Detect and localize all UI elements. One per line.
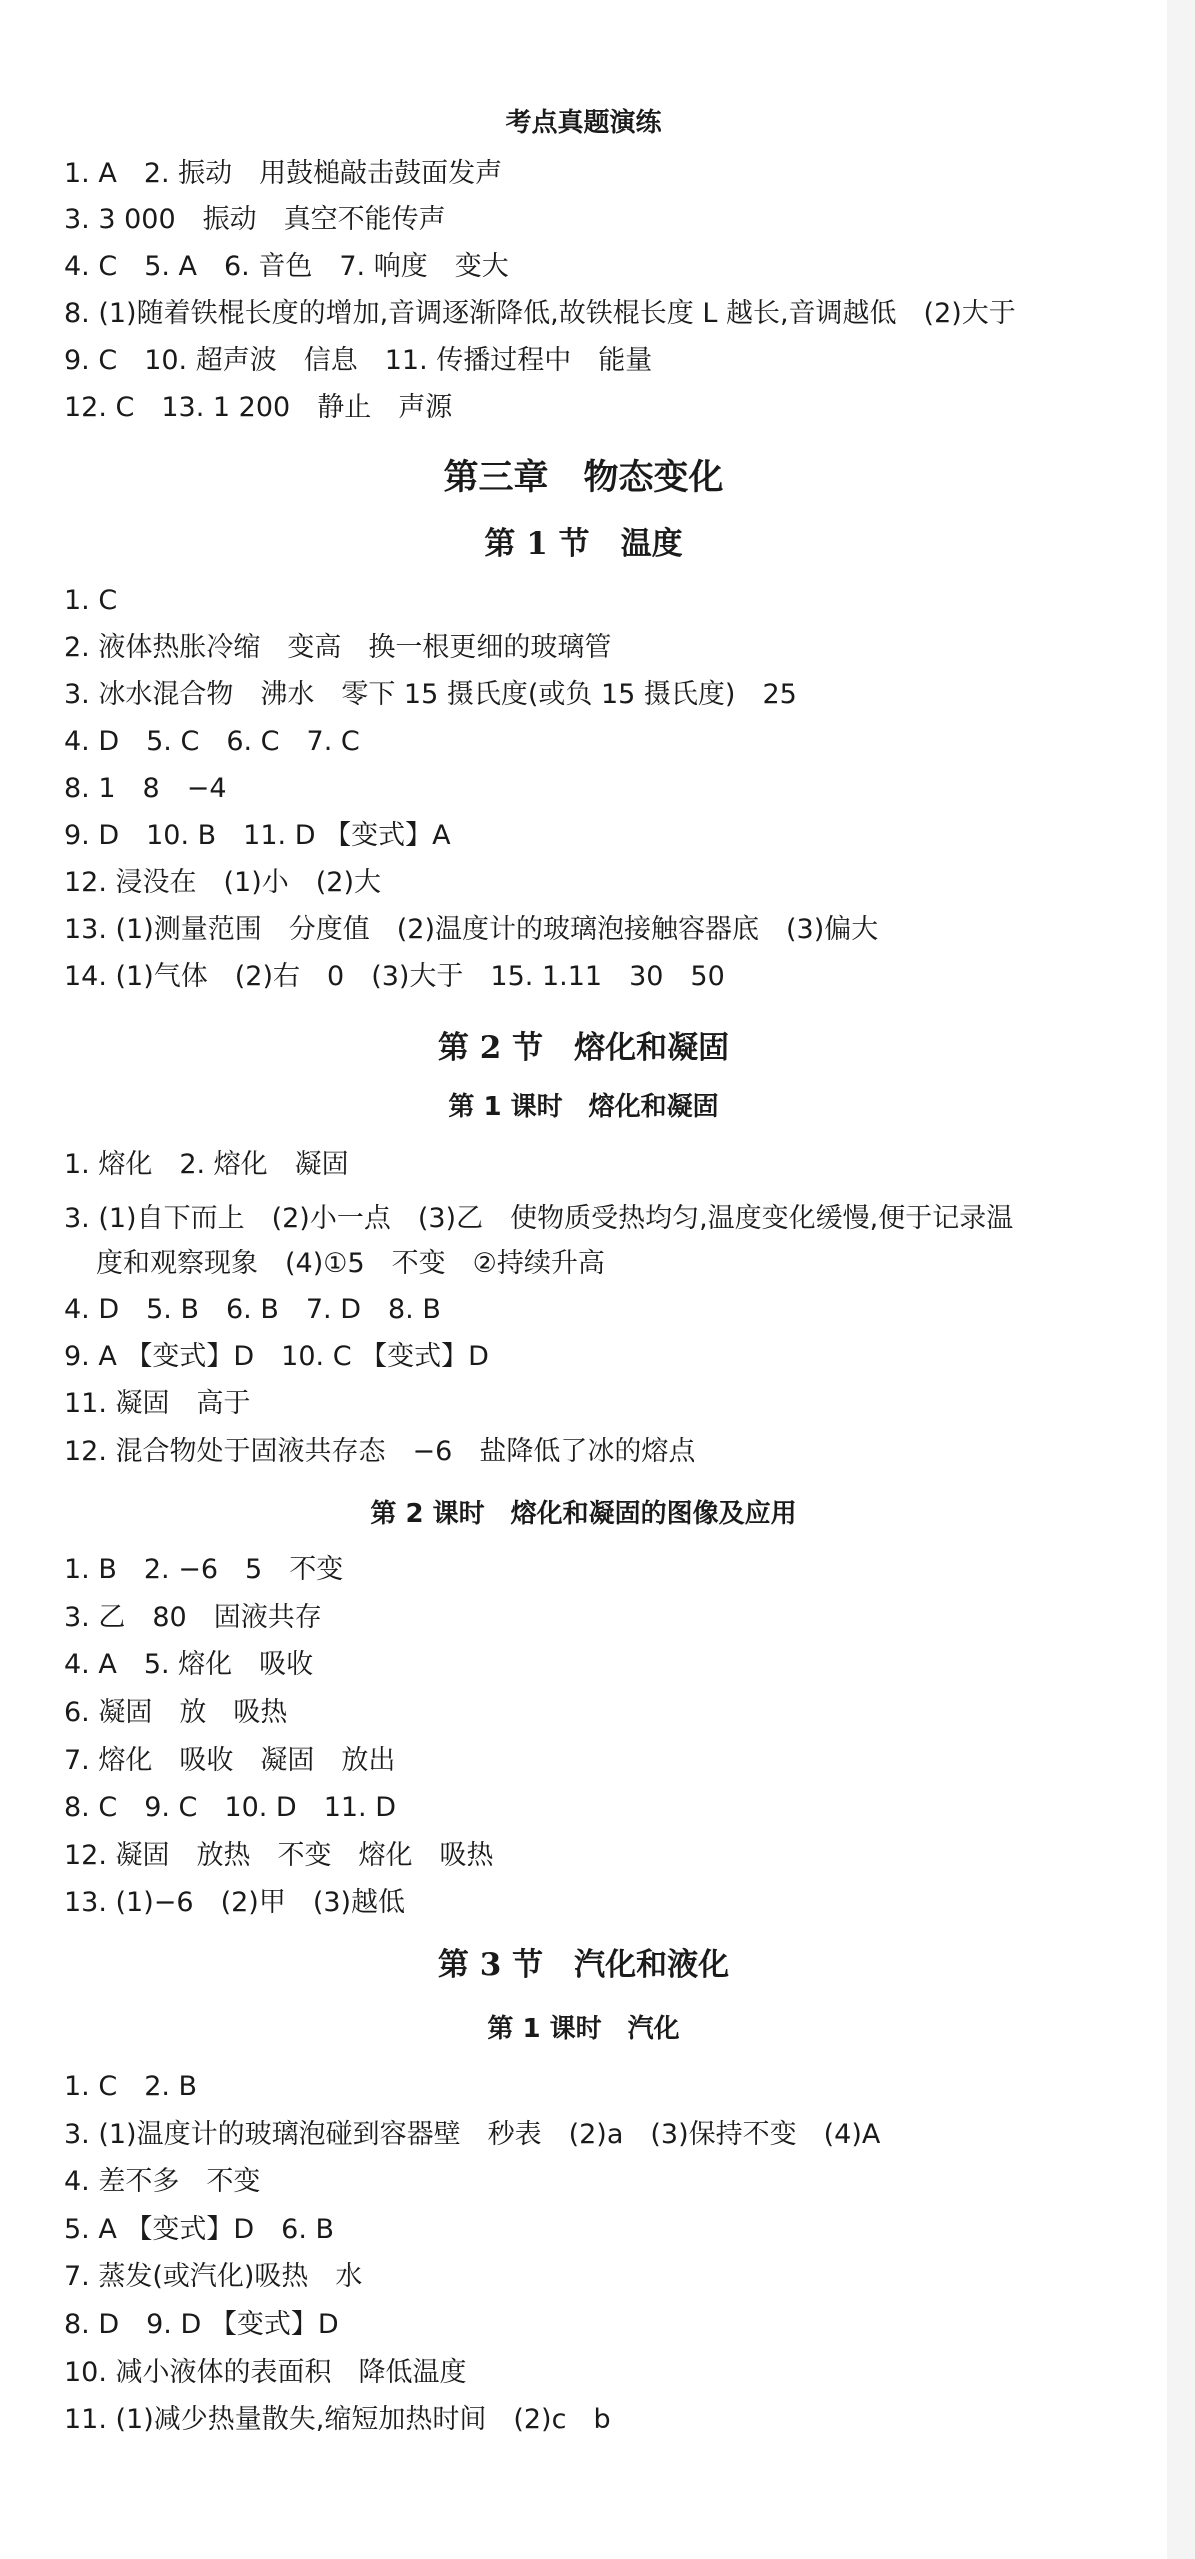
answer-line: 13. (1)−6 (2)甲 (3)越低	[64, 1887, 406, 1918]
answer-line: 10. 减小液体的表面积 降低温度	[64, 2357, 467, 2388]
answer-line: 6. 凝固 放 吸热	[64, 1697, 288, 1728]
chapter-title: 第三章 物态变化	[443, 457, 724, 498]
answer-line: 4. 差不多 不变	[64, 2166, 261, 2197]
answer-line: 8. 1 8 −4	[64, 773, 227, 804]
answer-line: 14. (1)气体 (2)右 0 (3)大于 15. 1.11 30 50	[64, 961, 725, 992]
answer-line: 7. 蒸发(或汽化)吸热 水	[64, 2261, 363, 2292]
review-section-title: 考点真题演练	[505, 108, 662, 138]
answer-line: 4. D 5. B 6. B 7. D 8. B	[64, 1294, 441, 1325]
answer-line: 3. 3 000 振动 真空不能传声	[64, 204, 446, 235]
answer-line: 1. C	[64, 585, 118, 616]
answer-line: 13. (1)测量范围 分度值 (2)温度计的玻璃泡接触容器底 (3)偏大	[64, 914, 879, 945]
answer-line: 12. 凝固 放热 不变 熔化 吸热	[64, 1840, 494, 1871]
answer-line: 9. C 10. 超声波 信息 11. 传播过程中 能量	[64, 345, 653, 376]
answer-line: 3. (1)自下而上 (2)小一点 (3)乙 使物质受热均匀,温度变化缓慢,便于记录温	[64, 1203, 1014, 1234]
answer-line: 12. 混合物处于固液共存态 −6 盐降低了冰的熔点	[64, 1436, 696, 1467]
section-1-title: 第 1 节 温度	[484, 526, 683, 562]
answer-line: 1. A 2. 振动 用鼓槌敲击鼓面发声	[64, 158, 503, 189]
answer-line: 8. C 9. C 10. D 11. D	[64, 1792, 397, 1823]
answer-line: 2. 液体热胀冷缩 变高 换一根更细的玻璃管	[64, 632, 612, 663]
answer-line: 4. A 5. 熔化 吸收	[64, 1649, 314, 1680]
answer-line: 4. D 5. C 6. C 7. C	[64, 726, 360, 757]
answer-line: 1. B 2. −6 5 不变	[64, 1554, 344, 1585]
lesson-title: 第 1 课时 熔化和凝固	[448, 1092, 719, 1122]
lesson-title: 第 2 课时 熔化和凝固的图像及应用	[370, 1499, 797, 1529]
answer-line: 9. A 【变式】D 10. C 【变式】D	[64, 1341, 489, 1372]
answer-line: 7. 熔化 吸收 凝固 放出	[64, 1745, 396, 1776]
lesson-title: 第 1 课时 汽化	[487, 2014, 680, 2044]
answer-line: 11. (1)减少热量散失,缩短加热时间 (2)c b	[64, 2404, 611, 2435]
answer-line: 3. (1)温度计的玻璃泡碰到容器壁 秒表 (2)a (3)保持不变 (4)A	[64, 2119, 881, 2150]
section-3-title: 第 3 节 汽化和液化	[437, 1947, 730, 1983]
answer-line: 1. 熔化 2. 熔化 凝固	[64, 1149, 349, 1180]
answer-line: 12. C 13. 1 200 静止 声源	[64, 392, 453, 423]
answer-line: 4. C 5. A 6. 音色 7. 响度 变大	[64, 251, 509, 282]
answer-line: 12. 浸没在 (1)小 (2)大	[64, 867, 382, 898]
section-2-title: 第 2 节 熔化和凝固	[437, 1030, 730, 1066]
answer-line: 8. (1)随着铁棍长度的增加,音调逐渐降低,故铁棍长度 L 越长,音调越低 (2)大于	[64, 298, 1016, 329]
answer-line: 5. A 【变式】D 6. B	[64, 2214, 335, 2245]
answer-line-continued: 度和观察现象 (4)①5 不变 ②持续升高	[96, 1248, 605, 1279]
answer-line: 8. D 9. D 【变式】D	[64, 2309, 339, 2340]
answer-line: 3. 乙 80 固液共存	[64, 1602, 322, 1633]
answer-line: 11. 凝固 高于	[64, 1388, 251, 1419]
answer-line: 9. D 10. B 11. D 【变式】A	[64, 820, 451, 851]
page-margin-strip	[1167, 0, 1195, 2559]
answer-line: 1. C 2. B	[64, 2071, 198, 2102]
answer-line: 3. 冰水混合物 沸水 零下 15 摄氏度(或负 15 摄氏度) 25	[64, 679, 797, 710]
